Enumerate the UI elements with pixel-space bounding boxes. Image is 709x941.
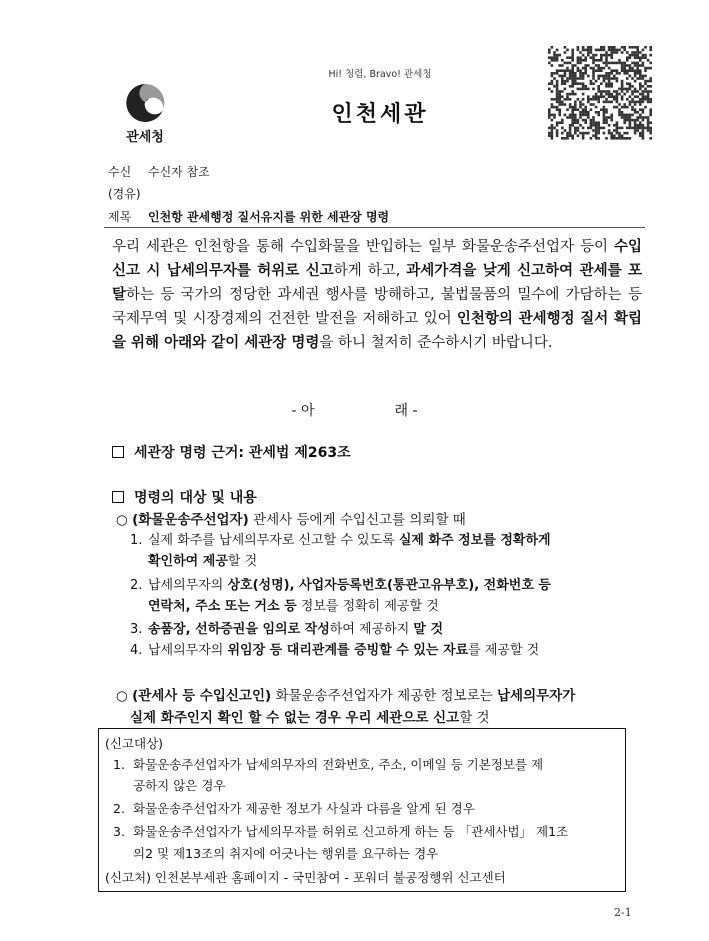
list-item [130,619,630,640]
lead-bold: 납세의무자가 [497,688,576,704]
item-text: 화물운송주선업자가 제공한 정보가 사실과 다름을 알게 된 경우 [133,801,475,816]
subject-row [108,208,389,225]
item-bold: 말 것 [413,622,444,637]
section-order-content [112,487,257,507]
item-text: 를 제공할 것 [468,643,540,658]
recipient-value: 수신자 참조 [148,165,210,179]
lead-bold: 실제 화주인지 확인 할 수 없는 경우 우리 세관으로 신고 [130,710,460,726]
bullet: ○ [116,688,128,704]
qr-code-icon [548,46,652,141]
item-bold: 위임장 등 대리관계를 증빙할 수 있는 자료 [227,643,469,658]
item-bold: 상호(성명), 사업자등록번호(통관고유부호), 전화번호 등 [227,578,551,593]
report-item [113,822,623,840]
taeguk-logo-icon [120,80,170,126]
checkbox-square-icon [112,491,124,503]
lead-text: 관세사 등에게 수입신고를 의뢰할 때 [248,512,466,528]
report-where: (신고처) 인천본부세관 홈페이지 - 국민참여 - 포워더 불공정행위 신고센터 [105,870,506,885]
section-title: 세관장 명령 근거: 관세법 제263조 [134,445,351,461]
bullet: ○ [116,512,128,528]
recipient-key: 수신 [108,165,132,179]
item-bold: 실제 화주 정보를 정확하게 [398,533,551,548]
intro-bold: 인천항의 관세행정 질서 확립을 위해 아래와 같이 세관장 명령 [112,311,642,351]
intro-bold: 과세가격을 낮게 신고하여 관세를 포탈 [112,263,643,303]
via-key: (경유) [108,187,141,201]
below-divider [0,400,709,420]
report-box-title: (신고대상) [105,736,164,751]
item-text: 납세의무자의 [148,578,228,593]
list-item [130,640,630,661]
lead-bold: (화물운송주선업자) [132,512,249,528]
item-bold: 연락처, 주소 또는 거소 등 [148,599,297,614]
list-item [130,575,630,617]
checkbox-square-icon [112,446,124,458]
divider-line [104,227,645,228]
item-bold: 송품장, 선하증권을 임의로 작성 [148,622,330,637]
subject-value: 인천항 관세행정 질서유지를 위한 세관장 명령 [148,210,390,224]
report-item [113,799,623,817]
report-item-cont: 의2 및 제13조의 취지에 어긋나는 행위를 요구하는 경우 [133,846,439,861]
lead-forwarder [116,509,646,531]
divider-right: 래 - [394,403,418,419]
lead-bold: (관세사 등 수입신고인) [132,688,272,704]
item-bold: 확인하여 제공 [148,554,228,569]
agency-logo [120,80,170,146]
intro-paragraph [112,235,642,355]
item-number: 4. [130,643,143,658]
item-number: 2. [130,578,143,593]
item-number: 1. [113,757,125,772]
intro-text: 을 하니 철저히 준수하시기 바랍니다. [319,335,553,351]
recipient-row [108,163,210,180]
item-number: 1. [130,533,143,548]
intro-text: 하게 하고, [333,263,407,279]
intro-text: 하는 등 국가의 정당한 과세권 행사를 방해하고, 불법물품의 밀수에 가담하는 등 국제무역 및 시장경제의 건전한 발전을 저해하고 있어 [112,287,642,327]
list-item [130,530,630,572]
page-title: 인천세관 [331,102,429,127]
section-legal-basis [112,442,351,462]
report-item [113,755,623,773]
subject-key: 제목 [108,210,132,224]
lead-customs-broker [116,685,646,729]
section-title: 명령의 대상 및 내용 [134,490,257,506]
report-box [98,728,626,892]
item-text: 하여 제공하지 [329,622,414,637]
intro-text: 우리 세관은 인천항을 통해 수입화물을 반입하는 일부 화물운송주선업자 등이 [112,239,614,255]
item-number: 2. [113,801,125,816]
report-item-cont: 공하지 않은 경우 [133,778,226,793]
intro-bold: 수입신고 시 납세의무자를 허위로 신고 [112,239,642,279]
page-number: 2-1 [614,906,632,919]
lead-text: 화물운송주선업자가 제공한 정보로는 [271,688,498,704]
item-text: 할 것 [227,554,258,569]
logo-label: 관세청 [126,130,164,145]
via-row [108,185,141,202]
item-number: 3. [113,824,125,839]
item-number: 3. [130,622,143,637]
item-text: 정보를 정확히 제공할 것 [296,599,439,614]
item-text: 실제 화주를 납세의무자로 신고할 수 있도록 [148,533,399,548]
lead-text: 할 것 [459,710,490,726]
divider-left: - 아 [291,403,315,419]
slogan: Hi! 청렴, Bravo! 관세청 [328,69,432,80]
item-text: 납세의무자의 [148,643,228,658]
item-text: 화물운송주선업자가 납세의무자를 허위로 신고하게 하는 등 「관세사법」 제1조 [133,824,569,839]
item-text: 화물운송주선업자가 납세의무자의 전화번호, 주소, 이메일 등 기본정보를 제 [133,757,544,772]
